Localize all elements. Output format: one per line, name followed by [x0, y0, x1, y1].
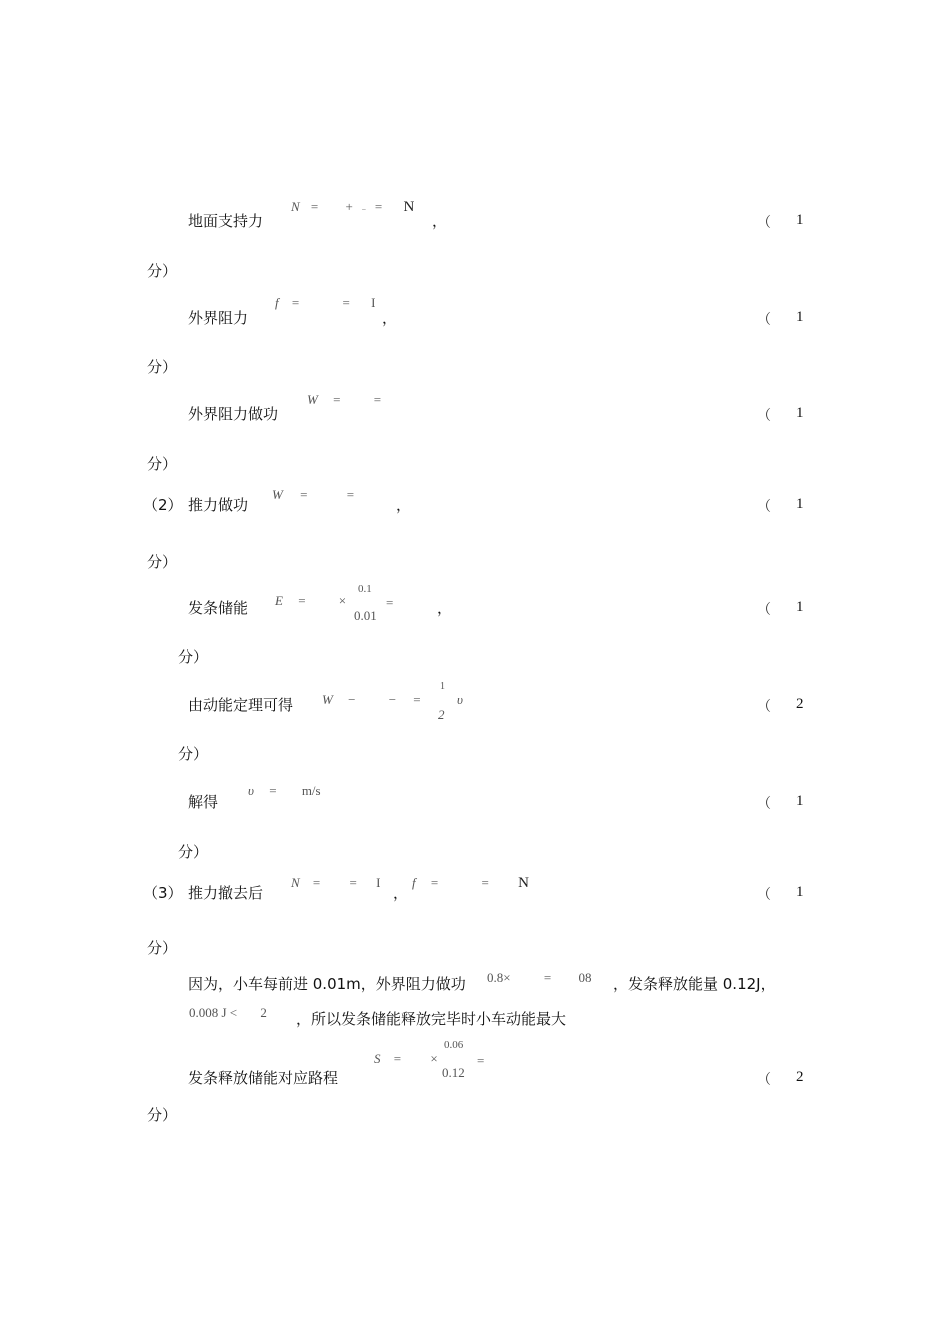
fraction-denominator: 2	[438, 707, 445, 722]
score-open: （	[757, 797, 771, 812]
punct: ，	[396, 496, 412, 514]
formula-resistance-work: W = =	[307, 392, 382, 407]
score-close: 分）	[147, 358, 178, 376]
part-2-label: （2）	[143, 496, 183, 514]
line-ground-support-label: 地面支持力	[188, 212, 264, 230]
line-because-tail: ，发条释放能量 0.12J，	[613, 975, 776, 993]
line-because-text: 因为，小车每前进 0.01m，外界阻力做功	[188, 975, 466, 993]
score-close: 分）	[178, 843, 209, 861]
fraction-numerator: 0.1	[358, 583, 372, 595]
score-value: 1	[796, 884, 804, 900]
punct: ，	[437, 599, 453, 617]
score-value: 1	[796, 793, 804, 809]
line-solve-label: 解得	[188, 793, 219, 811]
velocity-symbol: υ	[457, 692, 463, 707]
score-close: 分）	[147, 262, 178, 280]
line-conclusion-text: ，所以发条储能释放完毕时小车动能最大	[296, 1010, 567, 1028]
equals: =	[477, 1053, 485, 1068]
score-open: （	[757, 216, 771, 231]
score-open: （	[757, 1073, 771, 1088]
line-resistance-work-label: 外界阻力做功	[188, 405, 279, 423]
score-open: （	[757, 888, 771, 903]
line-resistance-label: 外界阻力	[188, 309, 249, 327]
fraction-numerator: 0.06	[444, 1039, 464, 1051]
formula-after-thrust: N = = I	[291, 875, 381, 890]
formula-release-distance: S = ×	[374, 1051, 438, 1066]
score-value: 1	[796, 212, 804, 228]
score-value: 1	[796, 309, 804, 325]
formula-thrust-work: W = =	[272, 487, 355, 502]
punct: ，	[382, 309, 398, 327]
line-release-distance-label: 发条释放储能对应路程	[188, 1069, 339, 1087]
line-thrust-work-label: 推力做功	[188, 496, 249, 514]
score-value: 1	[796, 599, 804, 615]
fraction-numerator: 1	[440, 681, 445, 692]
score-value: 2	[796, 696, 804, 712]
formula-resistance-per-step: 0.8× = 08	[487, 970, 592, 985]
score-close: 分）	[178, 648, 209, 666]
formula-ground-support: N = + – = N	[291, 199, 415, 215]
formula-velocity: υ = m/s	[248, 783, 321, 798]
score-close: 分）	[147, 939, 178, 957]
equals: =	[386, 595, 394, 610]
formula-after-thrust-friction: f = = N	[412, 875, 529, 891]
score-open: （	[757, 500, 771, 515]
punct: ，	[393, 884, 409, 902]
score-value: 2	[796, 1069, 804, 1085]
score-value: 1	[796, 496, 804, 512]
formula-spring-energy: E = ×	[275, 593, 347, 608]
fraction-denominator: 0.01	[354, 608, 377, 623]
score-open: （	[757, 409, 771, 424]
line-thrust-removed-label: 推力撤去后	[188, 884, 264, 902]
score-close: 分）	[147, 455, 178, 473]
score-value: 1	[796, 405, 804, 421]
score-open: （	[757, 700, 771, 715]
formula-resistance: f = = I	[275, 295, 376, 310]
score-close: 分）	[147, 1106, 178, 1124]
formula-energy-comparison: 0.008 J < 2	[189, 1005, 267, 1020]
score-close: 分）	[178, 745, 209, 763]
formula-kinetic-theorem: W − − =	[322, 692, 421, 707]
punct: ，	[432, 212, 448, 230]
line-kinetic-theorem-label: 由动能定理可得	[188, 696, 294, 714]
score-open: （	[757, 313, 771, 328]
line-spring-energy-label: 发条储能	[188, 599, 249, 617]
score-close: 分）	[147, 553, 178, 571]
fraction-denominator: 0.12	[442, 1065, 465, 1080]
part-3-label: （3）	[143, 884, 183, 902]
score-open: （	[757, 603, 771, 618]
